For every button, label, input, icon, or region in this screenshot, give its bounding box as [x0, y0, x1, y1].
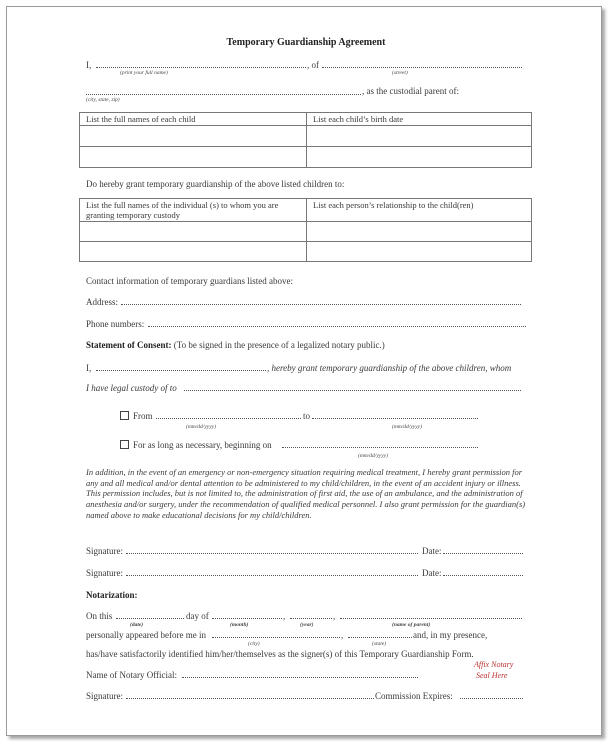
intro-of-label: , of [307, 60, 319, 70]
consent-i-label: I, [86, 363, 92, 373]
city-state-zip-hint: (city, state, zip) [86, 97, 120, 103]
guardian-name-cell[interactable] [80, 222, 307, 242]
city-state-zip-field[interactable] [86, 94, 361, 95]
notary-state-field[interactable] [348, 637, 412, 638]
full-name-field[interactable] [96, 67, 306, 68]
seal-here-text: Seal Here [476, 671, 508, 680]
street-field[interactable] [322, 67, 522, 68]
notary-day-field[interactable] [116, 618, 184, 619]
date-label-1: Date: [422, 546, 442, 556]
address-field[interactable] [121, 304, 521, 305]
identified-text: has/have satisfactorily identified him/her/themselves as the signer(s) of this Temporary Guardianship Form. [86, 649, 474, 659]
from-label: From [133, 411, 153, 421]
appeared-label: personally appeared before me in [86, 630, 206, 640]
comma-3: , [341, 630, 344, 640]
children-birthdate-header: List each child’s birth date [307, 113, 532, 126]
as-long-option[interactable] [120, 440, 272, 451]
parent-name-hint: (name of parent) [392, 622, 431, 628]
print-name-hint: (print your full name) [120, 70, 168, 76]
signature-label-2: Signature: [86, 568, 123, 578]
child-birthdate-cell[interactable] [307, 147, 532, 168]
guardian-name-header-line-1: List the full names of the individual (s) to whom you are [86, 200, 279, 210]
guardian-name-header-line-2: granting temporary custody [86, 210, 180, 220]
comma-1: , [283, 611, 286, 621]
as-long-checkbox[interactable] [120, 440, 129, 449]
child-name-cell[interactable] [80, 126, 307, 147]
parent-name-field[interactable] [340, 618, 522, 619]
as-long-label: For as long as necessary, beginning on [133, 440, 272, 450]
month-hint: (month) [230, 622, 249, 628]
comma-2: , [333, 611, 336, 621]
grant-line: Do hereby grant temporary guardianship of the above listed children to: [86, 179, 345, 189]
affix-notary-text: Affix Notary [474, 660, 514, 669]
notary-year-field[interactable] [290, 618, 332, 619]
guardian-relationship-cell[interactable] [307, 242, 532, 262]
child-birthdate-cell[interactable] [307, 126, 532, 147]
phone-field[interactable] [148, 326, 526, 327]
to-date-field[interactable] [312, 418, 478, 419]
address-label: Address: [86, 297, 118, 307]
notary-official-label: Name of Notary Official: [86, 670, 178, 680]
notarization-heading: Notarization: [86, 590, 138, 600]
from-date-field[interactable] [156, 418, 301, 419]
to-date-hint: (mm/dd/yyyy) [392, 424, 422, 430]
street-hint: (street) [392, 70, 408, 76]
children-table [79, 112, 532, 168]
consent-hereby-text: , hereby grant temporary guardianship of the above children, whom [267, 363, 512, 373]
date-label-2: Date: [422, 568, 442, 578]
guardian-relationship-cell[interactable] [307, 222, 532, 242]
from-date-hint: (mm/dd/yyyy) [186, 424, 216, 430]
from-option[interactable] [120, 411, 153, 422]
date-field-1[interactable] [443, 553, 523, 554]
medical-permission-paragraph: In addition, in the event of an emergency or non-emergency situation requiring medical treatment, I hereby grant permission for any and all medical and/or dental attention to be administered to my child/children, in the event of an accident injury or illness. This permission includes, but is not limited to, the administration of first aid, the use of an ambulance, and the administration of anesthesia and/or surgery, under the recommendation of qualified medical personnel. I also grant permission for the guardian(s) named above to make educational decisions for my child/children. [86, 467, 526, 520]
intro-i-label: I, [86, 60, 92, 70]
document-title: Temporary Guardianship Agreement [226, 37, 386, 48]
city-hint: (city) [248, 641, 260, 647]
legal-custody-label: I have legal custody of to [86, 383, 177, 393]
consent-heading-row [86, 340, 385, 351]
custodial-parent-label: , as the custodial parent of: [362, 86, 459, 96]
beginning-date-hint: (mm/dd/yyyy) [358, 453, 388, 459]
date-field-2[interactable] [443, 575, 523, 576]
consent-heading: Statement of Consent: [86, 340, 172, 350]
guardian-name-header [80, 199, 307, 222]
consent-note: (To be signed in the presence of a legalized notary public.) [173, 340, 385, 350]
guardian-name-cell[interactable] [80, 242, 307, 262]
year-hint: (year) [300, 622, 314, 628]
state-hint: (state) [372, 641, 387, 647]
contact-heading: Contact information of temporary guardians listed above: [86, 276, 293, 286]
phone-label: Phone numbers: [86, 319, 145, 329]
notary-city-field[interactable] [212, 637, 340, 638]
notary-month-field[interactable] [212, 618, 282, 619]
notary-official-field[interactable] [182, 677, 418, 678]
guardian-table [79, 198, 532, 262]
to-label: to [303, 411, 311, 421]
notary-signature-field[interactable] [126, 698, 374, 699]
children-name-header: List the full names of each child [80, 113, 307, 126]
presence-label: and, in my presence, [413, 630, 488, 640]
notary-signature-label: Signature: [86, 691, 123, 701]
guardian-relationship-header: List each person’s relationship to the child(ren) [307, 199, 532, 222]
signature-field-2[interactable] [126, 575, 418, 576]
beginning-date-field[interactable] [282, 447, 478, 448]
consent-name-field[interactable] [96, 370, 266, 371]
from-checkbox[interactable] [120, 411, 129, 420]
commission-expires-label: Commission Expires: [375, 691, 453, 701]
day-of-label: day of [186, 611, 209, 621]
on-this-label: On this [86, 611, 113, 621]
child-name-cell[interactable] [80, 147, 307, 168]
date-hint: (date) [130, 622, 144, 628]
legal-custody-field[interactable] [184, 390, 521, 391]
signature-field-1[interactable] [126, 553, 418, 554]
signature-label-1: Signature: [86, 546, 123, 556]
commission-expires-field[interactable] [460, 698, 523, 699]
